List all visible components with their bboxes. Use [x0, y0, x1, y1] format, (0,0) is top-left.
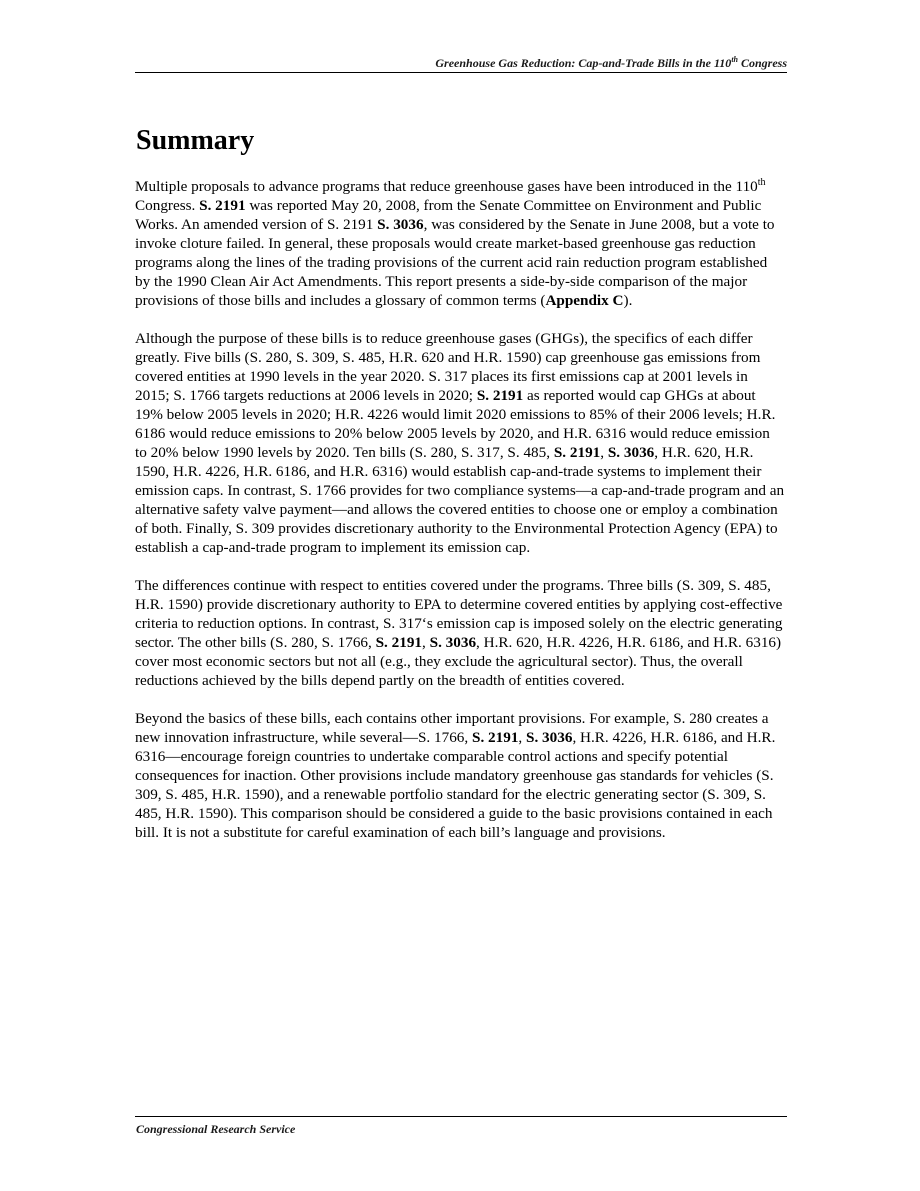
bold-reference: S. 3036	[526, 729, 573, 746]
superscript: th	[757, 176, 766, 188]
running-header-title: Greenhouse Gas Reduction: Cap-and-Trade Bills in the 110	[435, 56, 732, 70]
text-run: as reported would cap GHGs at about 19% below 2005 levels in 2020; H.R. 4226 would limit 2020 emissions to 85% of their 2006 levels; H.R. 6186 would reduce emissions to 20% below 2005 levels by 2020, and H.R. 6316 would reduce emission to 20% below 1990 levels by 2020. Ten bills (S. 280, S. 317, S. 485,	[135, 387, 776, 461]
bold-reference: S. 3036	[429, 634, 477, 651]
text-run: ).	[623, 292, 633, 309]
text-run: The differences continue with respect to entities covered under the programs. Three bills (S. 309, S. 485, H.R. 1590) provide discretionary authority to EPA to determine covered entities by applying cost-effective criteria to reduction options. In contrast, S. 317‘s emission cap is imposed solely on the electric generating sector. The other bills (S. 280, S. 1766,	[135, 577, 783, 651]
bold-reference: S. 2191	[375, 634, 423, 651]
bold-reference: Appendix C	[545, 292, 624, 309]
header-rule	[135, 72, 787, 73]
bold-reference: S. 2191	[553, 444, 601, 461]
bold-reference: S. 2191	[472, 729, 519, 746]
text-run: was reported May 20, 2008, from the Senate Committee on Environment and Public Works. An amended version of S. 2191	[135, 197, 762, 233]
text-run: Although the purpose of these bills is to reduce greenhouse gases (GHGs), the specifics of each differ greatly. Five bills (S. 280, S. 309, S. 485, H.R. 620 and H.R. 1590) cap greenhouse gas emissions from covered entities at 1990 levels in the year 2020. S. 317 places its first emissions cap at 2001 levels in 2015; S. 1766 targets reductions at 2006 levels in 2020;	[135, 330, 761, 404]
bold-reference: S. 3036	[607, 444, 655, 461]
paragraph-3	[135, 576, 785, 690]
text-run: , H.R. 4226, H.R. 6186, and H.R. 6316—encourage foreign countries to undertake comparable control actions and specify potential consequences for inaction. Other provisions include mandatory greenhouse gas standards for vehicles (S. 309, S. 485, H.R. 1590), and a renewable portfolio standard for the electric generating sector (S. 309, S. 485, H.R. 1590). This comparison should be considered a guide to the basic provisions contained in each bill. It is not a substitute for careful examination of each bill’s language and provisions.	[135, 729, 776, 841]
footer-org: Congressional Research Service	[136, 1122, 296, 1136]
bold-reference: S. 3036	[377, 216, 424, 233]
text-run: ,	[600, 444, 608, 461]
text-run: ,	[518, 729, 527, 746]
running-header-suffix: Congress	[737, 56, 787, 70]
text-run: , H.R. 620, H.R. 4226, H.R. 6186, and H.R. 6316) cover most economic sectors but not all (e.g., they exclude the agricultural sector). Thus, the overall reductions achieved by the bills depend partly on the breadth of entities covered.	[135, 634, 782, 689]
paragraph-1	[135, 177, 785, 310]
page-title: Summary	[136, 125, 255, 156]
paragraph-4	[135, 709, 785, 842]
bold-reference: S. 2191	[476, 387, 524, 404]
text-run: ,	[422, 634, 430, 651]
summary-body	[135, 177, 785, 861]
running-header-superscript: th	[731, 55, 738, 64]
bold-reference: S. 2191	[199, 197, 246, 214]
running-header	[135, 55, 787, 71]
text-run: , H.R. 620, H.R. 1590, H.R. 4226, H.R. 6186, and H.R. 6316) would establish cap-and-trade systems to implement their emission caps. In contrast, S. 1766 provides for two compliance systems—a cap-and-trade program and an alternative safety valve payment—and allows the covered entities to choose one or employ a combination of both. Finally, S. 309 provides discretionary authority to the Environmental Protection Agency (EPA) to establish a cap-and-trade program to implement its emission cap.	[135, 444, 785, 556]
paragraph-2	[135, 329, 785, 557]
text-run: , was considered by the Senate in June 2008, but a vote to invoke cloture failed. In general, these proposals would create market-based greenhouse gas reduction programs along the lines of the trading provisions of the current acid rain reduction program established by the 1990 Clean Air Act Amendments. This report presents a side-by-side comparison of the major provisions of those bills and includes a glossary of common terms (	[135, 216, 775, 309]
text-run: Congress.	[135, 197, 200, 214]
text-run: Multiple proposals to advance programs that reduce greenhouse gases have been introduced in the 110	[135, 178, 758, 195]
text-run: Beyond the basics of these bills, each contains other important provisions. For example, S. 280 creates a new innovation infrastructure, while several—S. 1766,	[135, 710, 769, 746]
footer-rule	[135, 1116, 787, 1117]
